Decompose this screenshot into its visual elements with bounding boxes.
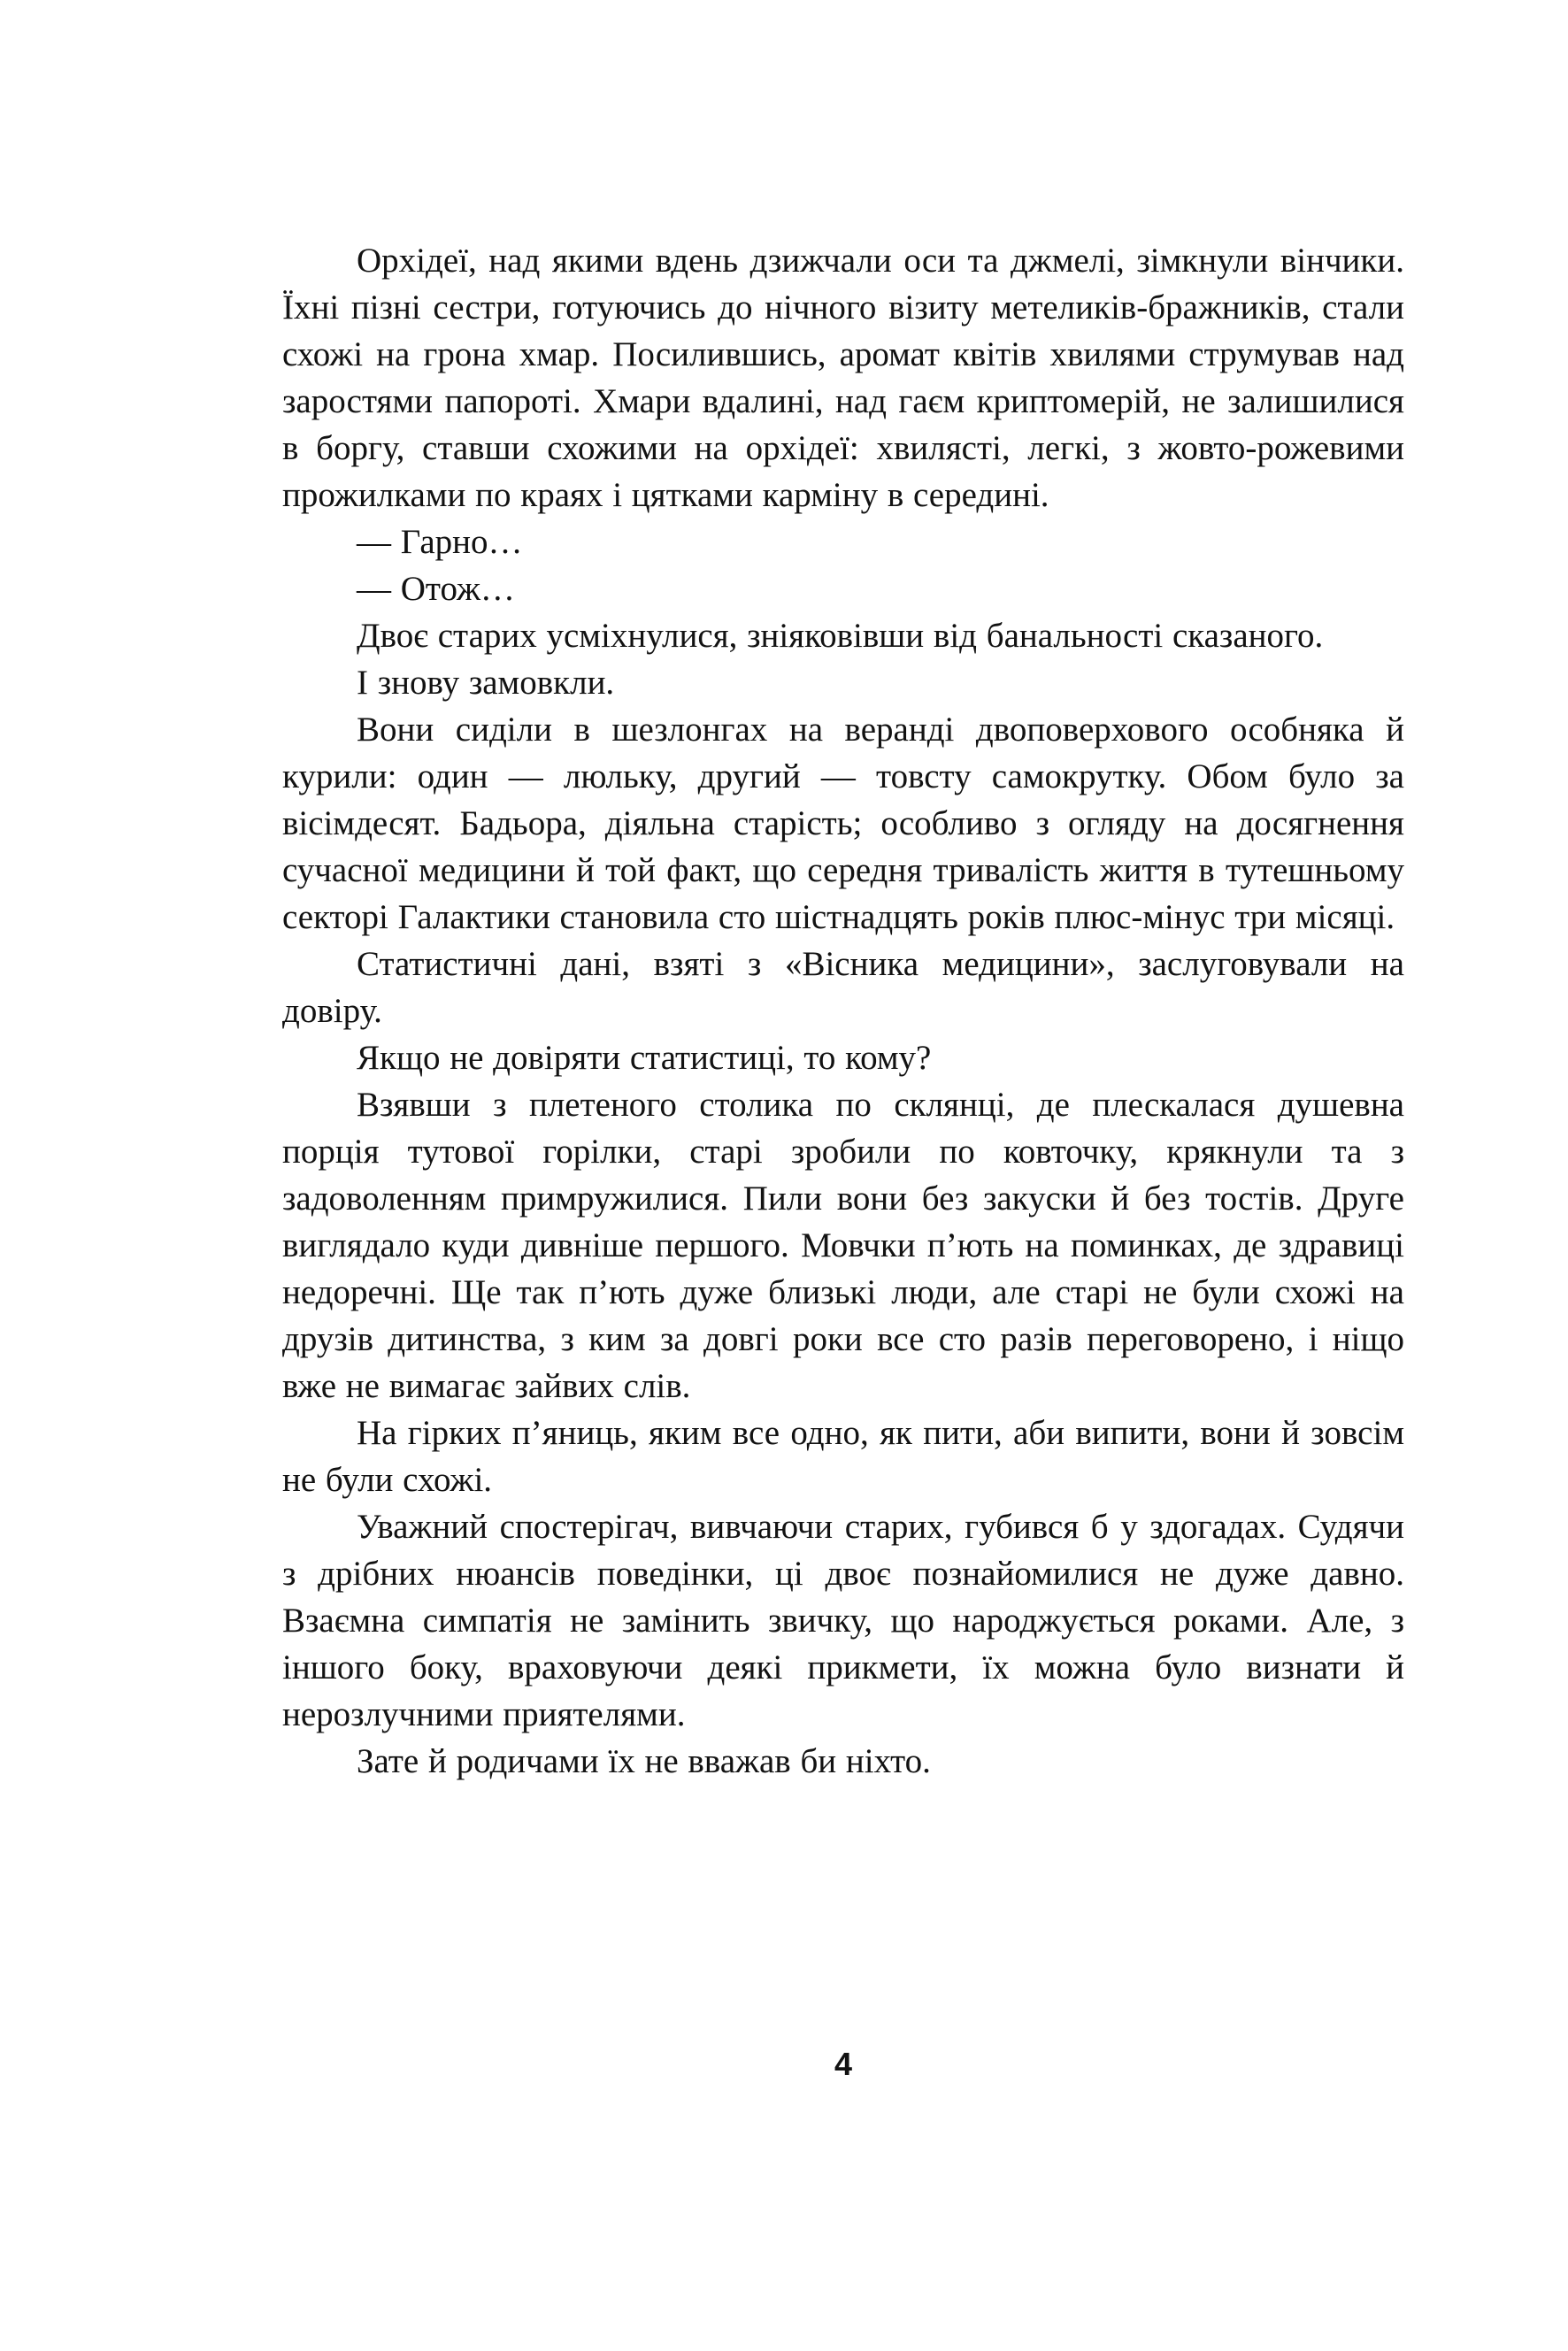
paragraph: Взявши з плетеного столика по склянці, де плескалася душевна порція тутової горілки, старі зробили по ковточку, крякнули та з задоволенням примружилися. Пили вони без закуски й без тостів. Друге виглядало куди дивніше першого. Мовчки п’ють на поминках, де здравиці недоречні. Ще так п’ють дуже близькі люди, але старі не були схожі на друзів дитинства, з ким за довгі роки все сто разів переговорено, і ніщо вже не вимагає зайвих слів. xyxy=(282,1086,1404,1405)
paragraph: Статистичні дані, взяті з «Вісника медицини», заслуговували на довіру. xyxy=(282,945,1404,1030)
paragraph: Вони сиділи в шезлонгах на веранді двоповерхового особняка й курили: один — люльку, другий — товсту самокрутку. Обом було за вісімдесят. Бадьора, діяльна старість; особливо з огляду на досягнення сучасної медицини й той факт, що середня тривалість життя в тутешньому секторі Галактики становила сто шістнадцять років плюс-мінус три місяці. xyxy=(282,711,1404,936)
text-block xyxy=(282,237,1404,1785)
paragraph: Зате й родичами їх не вважав би ніхто. xyxy=(357,1742,931,1780)
paragraph: Двоє старих усміхнулися, зніяковівши від банальності сказаного. xyxy=(357,617,1324,655)
paragraph: — Отож… xyxy=(357,570,515,608)
paragraph: Якщо не довіряти статистиці, то кому? xyxy=(357,1039,932,1077)
paragraph: — Гарно… xyxy=(357,523,523,561)
paragraph: Уважний спостерігач, вивчаючи старих, губився б у здогадах. Судячи з дрібних нюансів поведінки, ці двоє познайомилися не дуже давно. Взаємна симпатія не замінить звичку, що народжується роками. Але, з іншого боку, враховуючи деякі прикмети, їх можна було визнати й нерозлучними приятелями. xyxy=(282,1508,1404,1733)
paragraph: Орхідеї, над якими вдень дзижчали оси та джмелі, зімкнули вінчики. Їхні пізні сестри, готуючись до нічного візиту метеликів-бражників, стали схожі на грона хмар. Посилившись, аромат квітів хвилями струмував над заростями папороті. Хмари вдалині, над гаєм криптомерій, не залишилися в боргу, ставши схожими на орхідеї: хвилясті, легкі, з жовто-рожевими прожилками по краях і цятками карміну в середині. xyxy=(282,242,1404,514)
paragraph: І знову замовкли. xyxy=(357,664,615,702)
paragraph: На гірких п’яниць, яким все одно, як пити, аби випити, вони й зовсім не були схожі. xyxy=(282,1414,1404,1499)
page-number: 4 xyxy=(834,2046,853,2082)
